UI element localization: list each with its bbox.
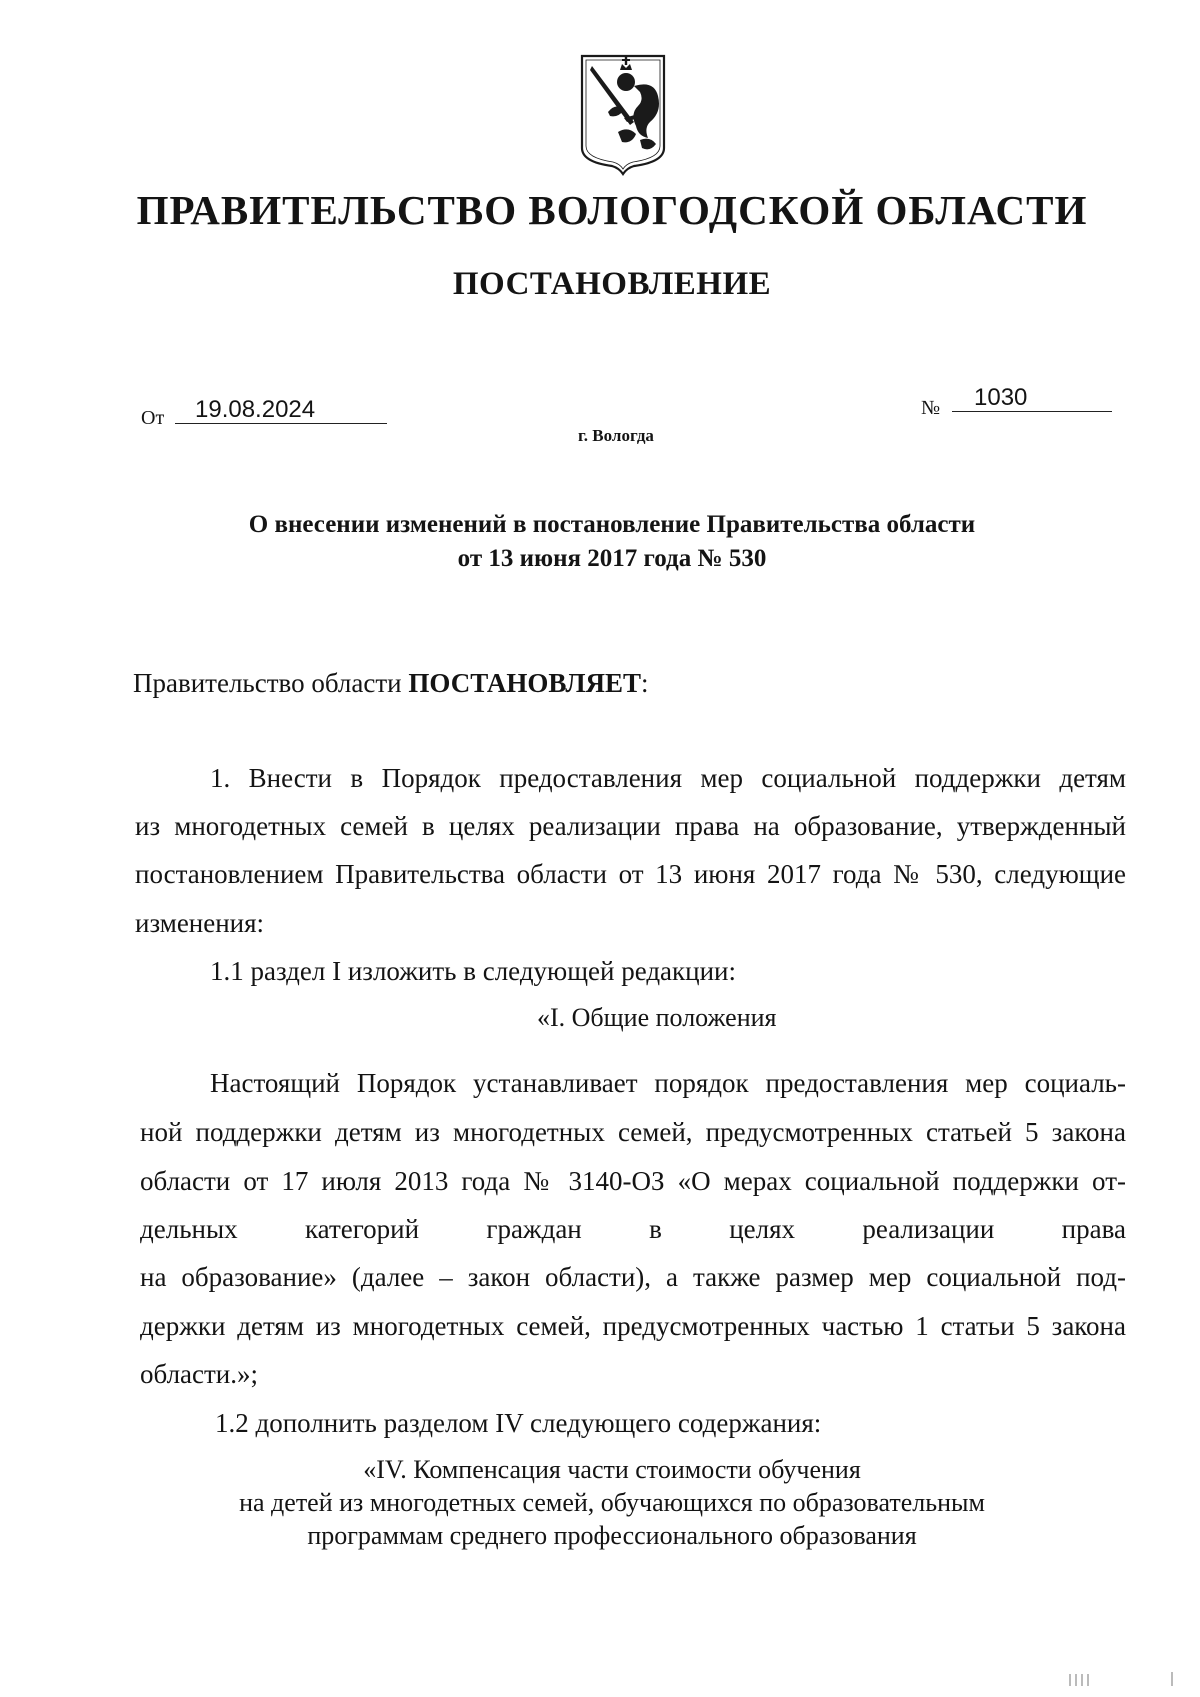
- preamble-colon: :: [640, 668, 649, 698]
- paragraph-line: области от 17 июля 2013 года № 3140-ОЗ «О мерах социальной поддержки от-: [140, 1166, 1126, 1196]
- paragraph-line: изменения:: [135, 908, 265, 938]
- paragraph-line: постановлением Правительства области от 13 июня 2017 года № 530, следующие: [135, 859, 1126, 889]
- paragraph-line: 1. Внести в Порядок предоставления мер социальной поддержки детям: [210, 763, 1126, 793]
- list-item: 1.2 дополнить разделом IV следующего содержания:: [215, 1408, 822, 1438]
- document-subject: [0, 508, 1200, 576]
- preamble-text: Правительство области: [133, 668, 409, 698]
- scan-tick-marks-icon: [1060, 1672, 1180, 1686]
- subject-line: О внесении изменений в постановление Правительства области: [248, 511, 976, 538]
- section-title-line: на детей из многодетных семей, обучающихся по образовательным: [239, 1488, 985, 1517]
- paragraph-line: держки детям из многодетных семей, предусмотренных частью 1 статьи 5 закона: [140, 1311, 1126, 1341]
- section-title: «I. Общие положения: [537, 1003, 777, 1032]
- section-title-line: «IV. Компенсация части стоимости обучения: [363, 1455, 861, 1484]
- section-title-line: программам среднего профессионального образования: [307, 1521, 917, 1550]
- paragraph-line: области.»;: [140, 1359, 259, 1389]
- subject-line: от 13 июня 2017 года № 530: [457, 545, 767, 572]
- document-city: г. Вологда: [578, 426, 654, 445]
- list-item: 1.1 раздел I изложить в следующей редакции:: [210, 956, 737, 986]
- paragraph-line: из многодетных семей в целях реализации права на образование, утвержденный: [135, 811, 1126, 841]
- document-number: 1030: [952, 385, 1112, 412]
- government-title: ПРАВИТЕЛЬСТВО ВОЛОГОДСКОЙ ОБЛАСТИ: [136, 187, 1088, 233]
- paragraph-line: на образование» (далее – закон области), а также размер мер социальной под-: [140, 1262, 1126, 1292]
- preamble: [133, 668, 649, 699]
- paragraph-line: ной поддержки детям из многодетных семей, предусмотренных статьей 5 закона: [140, 1117, 1126, 1147]
- document-type: ПОСТАНОВЛЕНИЕ: [452, 266, 772, 302]
- number-label: №: [921, 397, 941, 419]
- paragraph-line: дельных категорий граждан в целях реализации права: [140, 1214, 1126, 1244]
- scan-edge-marks: [1060, 1672, 1180, 1689]
- document-date: 19.08.2024: [175, 397, 387, 424]
- date-label: От: [141, 407, 165, 429]
- preamble-emphasis: ПОСТАНОВЛЯЕТ: [408, 668, 641, 698]
- paragraph-line: Настоящий Порядок устанавливает порядок предоставления мер социаль-: [210, 1068, 1126, 1098]
- coat-of-arms-emblem: [578, 52, 668, 176]
